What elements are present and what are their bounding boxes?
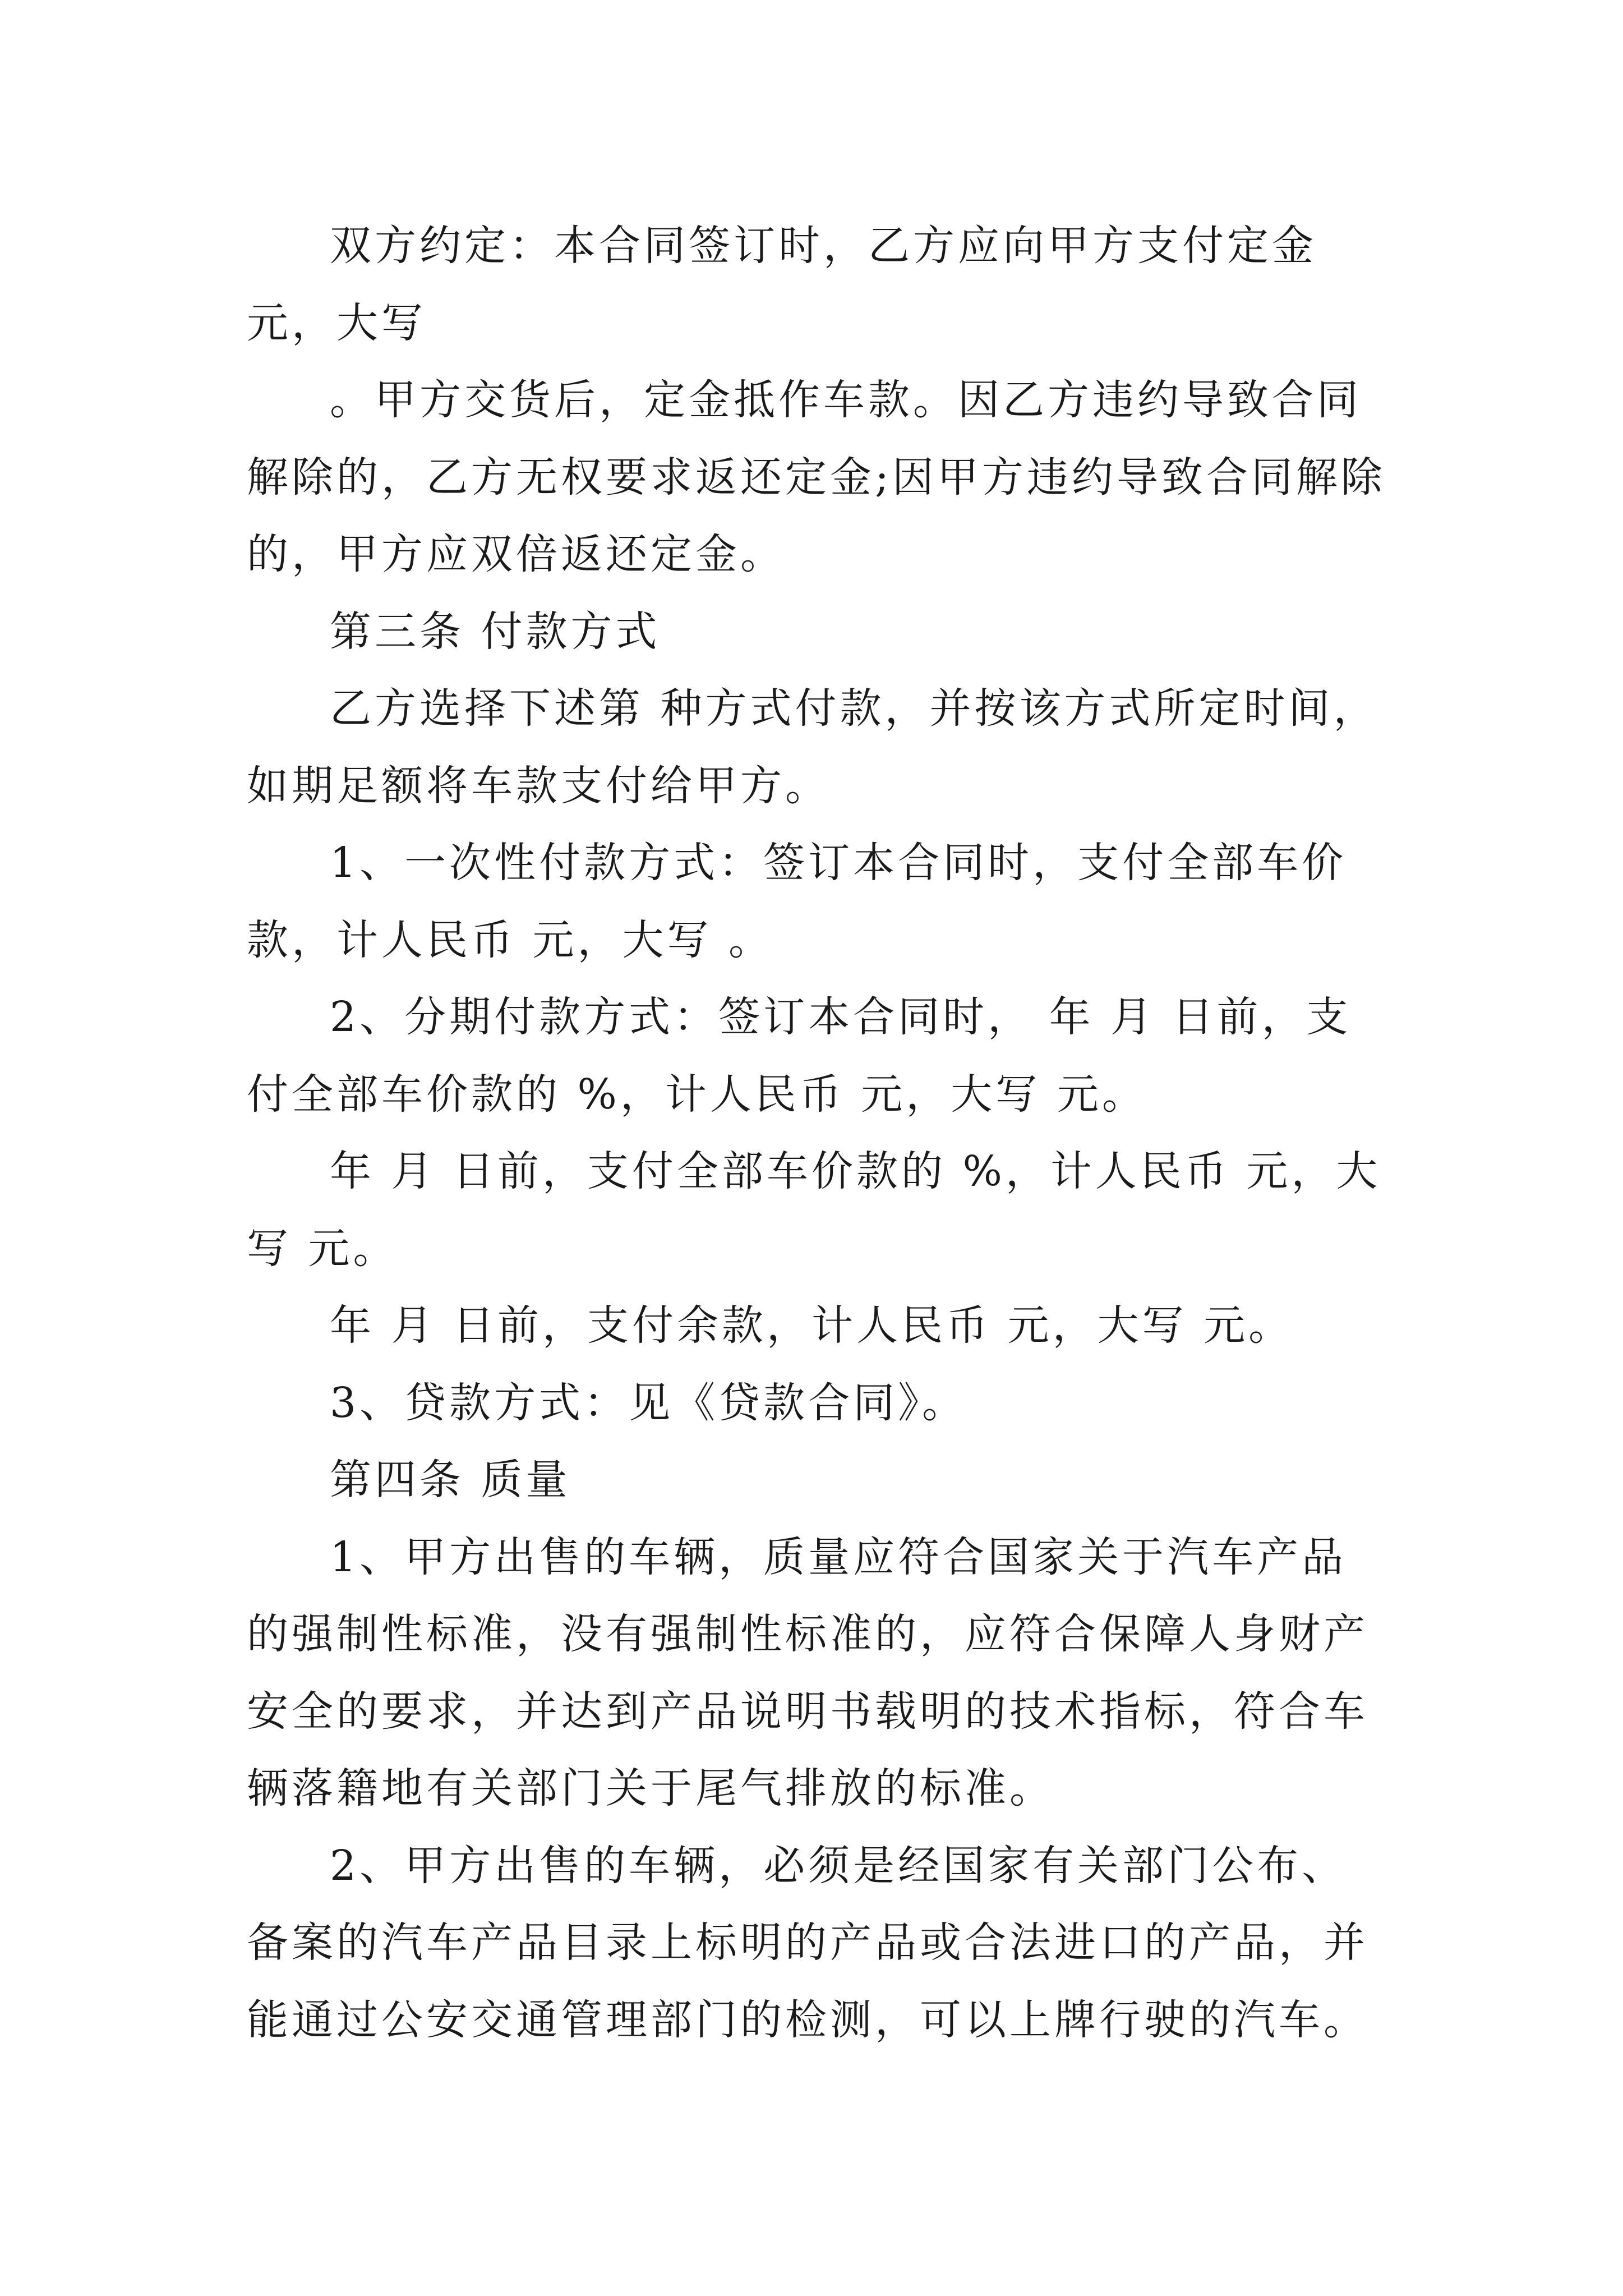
document-body (247, 208, 1391, 2059)
paragraph-installment-balance: 年 月 日前，支付余款，计人民币 元，大写 元。 (330, 1301, 1294, 1350)
paragraph-payment-choice: 乙方选择下述第 种方式付款，并按该方式所定时间，如期足额将车款支付给甲方。 (247, 684, 1378, 810)
heading-article-4: 第四条 质量 (330, 1456, 571, 1504)
heading-article-3: 第三条 付款方式 (330, 607, 661, 656)
paragraph-deposit-terms: 。甲方交货后，定金抵作车款。因乙方违约导致合同解除的，乙方无权要求返还定金;因甲方违约导致合同解除的，甲方应双倍返还定金。 (247, 376, 1386, 578)
paragraph-deposit-agreement: 双方约定：本合同签订时，乙方应向甲方支付定金 元，大写 (247, 222, 1317, 347)
paragraph-installment: 2、分期付款方式：签订本合同时， 年 月 日前，支付全部车价款的 %，计人民币 元，大写 元。 (247, 993, 1352, 1119)
paragraph-quality-standards: 1、甲方出售的车辆，质量应符合国家关于汽车产品的强制性标准，没有强制性标准的，应符合保障人身财产安全的要求，并达到产品说明书载明的技术指标，符合车辆落籍地有关部门关于尾气排放的标准。 (247, 1533, 1368, 1812)
paragraph-quality-registration: 2、甲方出售的车辆，必须是经国家有关部门公布、备案的汽车产品目录上标明的产品或合法进口的产品，并能通过公安交通管理部门的检测，可以上牌行驶的汽车。 (247, 1841, 1368, 2044)
paragraph-loan: 3、贷款方式：见《贷款合同》。 (330, 1378, 967, 1427)
paragraph-installment-second: 年 月 日前，支付全部车价款的 %，计人民币 元，大写 元。 (247, 1147, 1381, 1273)
paragraph-lump-sum: 1、一次性付款方式：签订本合同时，支付全部车价款，计人民币 元，大写 。 (247, 839, 1347, 964)
